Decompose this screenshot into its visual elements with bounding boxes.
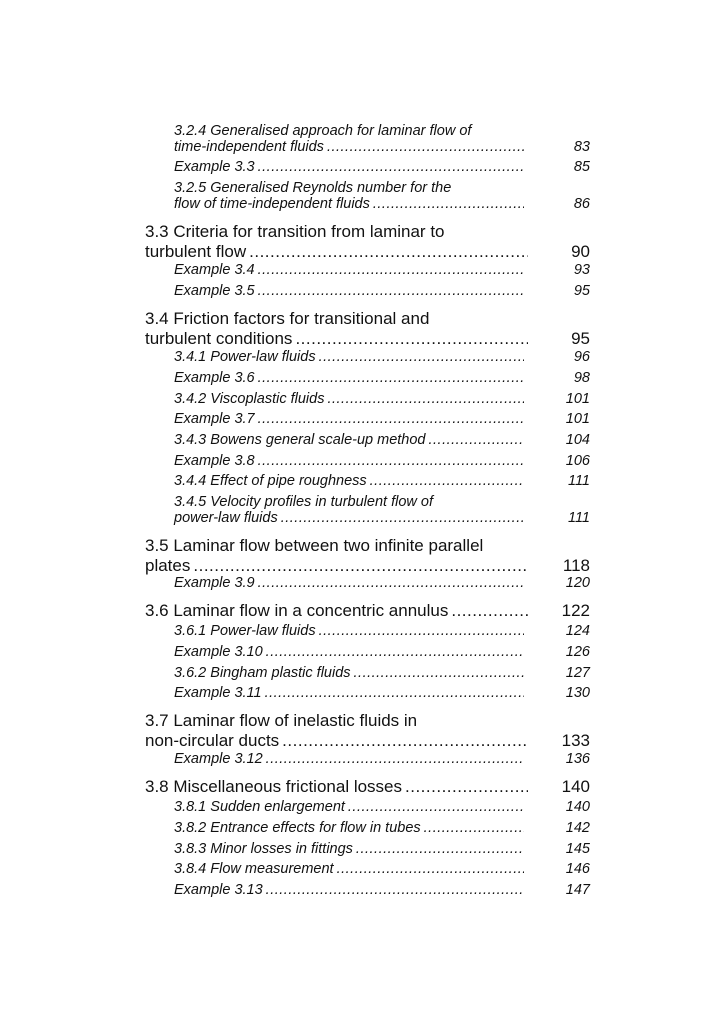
page-number: 124	[565, 623, 590, 639]
entry-title-first-line: 3.2.5 Generalised Reynolds number for the	[174, 180, 452, 196]
toc-section-entry[interactable]	[145, 309, 590, 349]
toc-section-entry[interactable]	[145, 601, 590, 621]
dot-leader	[266, 751, 524, 767]
toc-subsection-entry[interactable]	[174, 841, 590, 857]
toc-subsection-entry[interactable]	[174, 349, 590, 365]
entry-title: 3.4.3 Bowens general scale-up method	[174, 432, 426, 448]
dot-leader	[337, 861, 524, 877]
dot-leader	[258, 453, 524, 469]
dot-leader	[258, 159, 524, 175]
entry-title: 3.4.2 Viscoplastic fluids	[174, 391, 325, 407]
entry-title-first-line: 3.4 Friction factors for transitional and	[145, 309, 430, 328]
dot-leader	[327, 139, 524, 155]
page-number: 120	[565, 575, 590, 591]
dot-leader	[295, 329, 528, 349]
dot-leader	[266, 882, 524, 898]
entry-title-first-line: 3.2.4 Generalised approach for laminar flow of	[174, 123, 472, 139]
dot-leader	[451, 601, 528, 621]
entry-title: time-independent fluids	[174, 139, 324, 155]
page-number: 86	[573, 196, 590, 212]
entry-title: 3.4.4 Effect of pipe roughness	[174, 473, 367, 489]
entry-title: Example 3.11	[174, 685, 262, 701]
page-number: 106	[565, 453, 590, 469]
toc-subsection-entry[interactable]	[174, 370, 590, 386]
entry-title: plates	[145, 556, 191, 575]
entry-title: 3.6.1 Power-law fluids	[174, 623, 316, 639]
page-number: 95	[573, 283, 590, 299]
entry-title: Example 3.13	[174, 882, 263, 898]
entry-title: 3.8.4 Flow measurement	[174, 861, 334, 877]
toc-subsection-entry[interactable]	[174, 575, 590, 591]
page-number: 101	[565, 391, 590, 407]
toc-section-entry[interactable]	[145, 711, 590, 751]
dot-leader	[356, 841, 524, 857]
page-number: 90	[571, 242, 590, 261]
dot-leader	[265, 685, 524, 701]
entry-title: Example 3.12	[174, 751, 263, 767]
toc-subsection-entry[interactable]	[174, 494, 590, 526]
dot-leader	[405, 777, 528, 797]
entry-title: Example 3.8	[174, 453, 255, 469]
page-number: 96	[573, 349, 590, 365]
entry-title: power-law fluids	[174, 510, 278, 526]
dot-leader	[348, 799, 524, 815]
page-number: 111	[567, 473, 590, 489]
dot-leader	[281, 510, 524, 526]
dot-leader	[258, 262, 524, 278]
page-number: 146	[565, 861, 590, 877]
entry-title: Example 3.9	[174, 575, 255, 591]
page-number: 136	[565, 751, 590, 767]
toc-subsection-entry[interactable]	[174, 453, 590, 469]
page-number: 101	[565, 411, 590, 427]
toc-subsection-entry[interactable]	[174, 799, 590, 815]
dot-leader	[258, 575, 524, 591]
entry-title-first-line: 3.3 Criteria for transition from laminar to	[145, 222, 445, 241]
dot-leader	[266, 644, 524, 660]
toc-subsection-entry[interactable]	[174, 123, 590, 155]
toc-subsection-entry[interactable]	[174, 262, 590, 278]
dot-leader	[193, 556, 528, 576]
entry-title: Example 3.5	[174, 283, 255, 299]
dot-leader	[258, 370, 524, 386]
entry-title: Example 3.10	[174, 644, 263, 660]
page-number: 111	[567, 510, 590, 526]
page-number: 130	[565, 685, 590, 701]
page-number: 142	[565, 820, 590, 836]
dot-leader	[354, 665, 524, 681]
page-number: 140	[561, 777, 590, 796]
dot-leader	[258, 283, 524, 299]
entry-title: 3.8.1 Sudden enlargement	[174, 799, 345, 815]
page-number: 93	[573, 262, 590, 278]
entry-title: Example 3.4	[174, 262, 255, 278]
toc-subsection-entry[interactable]	[174, 473, 590, 489]
entry-title: 3.4.1 Power-law fluids	[174, 349, 316, 365]
dot-leader	[327, 391, 524, 407]
toc-subsection-entry[interactable]	[174, 685, 590, 701]
toc-subsection-entry[interactable]	[174, 882, 590, 898]
toc-subsection-entry[interactable]	[174, 820, 590, 836]
entry-title: 3.6.2 Bingham plastic fluids	[174, 665, 351, 681]
page-number: 133	[561, 731, 590, 750]
dot-leader	[319, 623, 524, 639]
entry-title-first-line: 3.5 Laminar flow between two infinite parallel	[145, 536, 484, 555]
page-number: 104	[565, 432, 590, 448]
dot-leader	[424, 820, 524, 836]
toc-section-entry[interactable]	[145, 536, 590, 576]
page-number: 140	[565, 799, 590, 815]
page-number: 85	[573, 159, 590, 175]
entry-title: 3.6 Laminar flow in a concentric annulus	[145, 601, 449, 620]
page-number: 126	[565, 644, 590, 660]
toc-subsection-entry[interactable]	[174, 283, 590, 299]
page-number: 145	[565, 841, 590, 857]
entry-title: Example 3.3	[174, 159, 255, 175]
toc-subsection-entry[interactable]	[174, 644, 590, 660]
toc-subsection-entry[interactable]	[174, 623, 590, 639]
entry-title-first-line: 3.4.5 Velocity profiles in turbulent flow of	[174, 494, 433, 510]
page-number: 127	[565, 665, 590, 681]
dot-leader	[373, 196, 524, 212]
dot-leader	[319, 349, 524, 365]
page-number: 118	[562, 556, 590, 575]
dot-leader	[249, 242, 528, 262]
toc-subsection-entry[interactable]	[174, 180, 590, 212]
dot-leader	[429, 432, 525, 448]
toc-subsection-entry[interactable]	[174, 665, 590, 681]
toc-subsection-entry[interactable]	[174, 861, 590, 877]
page-number: 83	[573, 139, 590, 155]
toc-section-entry[interactable]	[145, 222, 590, 262]
page-number: 122	[561, 601, 590, 620]
toc-subsection-entry[interactable]	[174, 411, 590, 427]
entry-title: turbulent conditions	[145, 329, 293, 348]
dot-leader	[370, 473, 524, 489]
page-number: 95	[571, 329, 590, 348]
toc-subsection-entry[interactable]	[174, 432, 590, 448]
toc-subsection-entry[interactable]	[174, 751, 590, 767]
entry-title: flow of time-independent fluids	[174, 196, 370, 212]
dot-leader	[282, 731, 528, 751]
toc-section-entry[interactable]	[145, 777, 590, 797]
toc-subsection-entry[interactable]	[174, 391, 590, 407]
page-number: 98	[573, 370, 590, 386]
dot-leader	[258, 411, 524, 427]
entry-title: 3.8 Miscellaneous frictional losses	[145, 777, 403, 796]
toc-subsection-entry[interactable]	[174, 159, 590, 175]
entry-title: turbulent flow	[145, 242, 247, 261]
entry-title: 3.8.3 Minor losses in fittings	[174, 841, 353, 857]
entry-title-first-line: 3.7 Laminar flow of inelastic fluids in	[145, 711, 418, 730]
entry-title: non-circular ducts	[145, 731, 280, 750]
entry-title: Example 3.7	[174, 411, 255, 427]
page-number: 147	[565, 882, 590, 898]
entry-title: Example 3.6	[174, 370, 255, 386]
entry-title: 3.8.2 Entrance effects for flow in tubes	[174, 820, 421, 836]
